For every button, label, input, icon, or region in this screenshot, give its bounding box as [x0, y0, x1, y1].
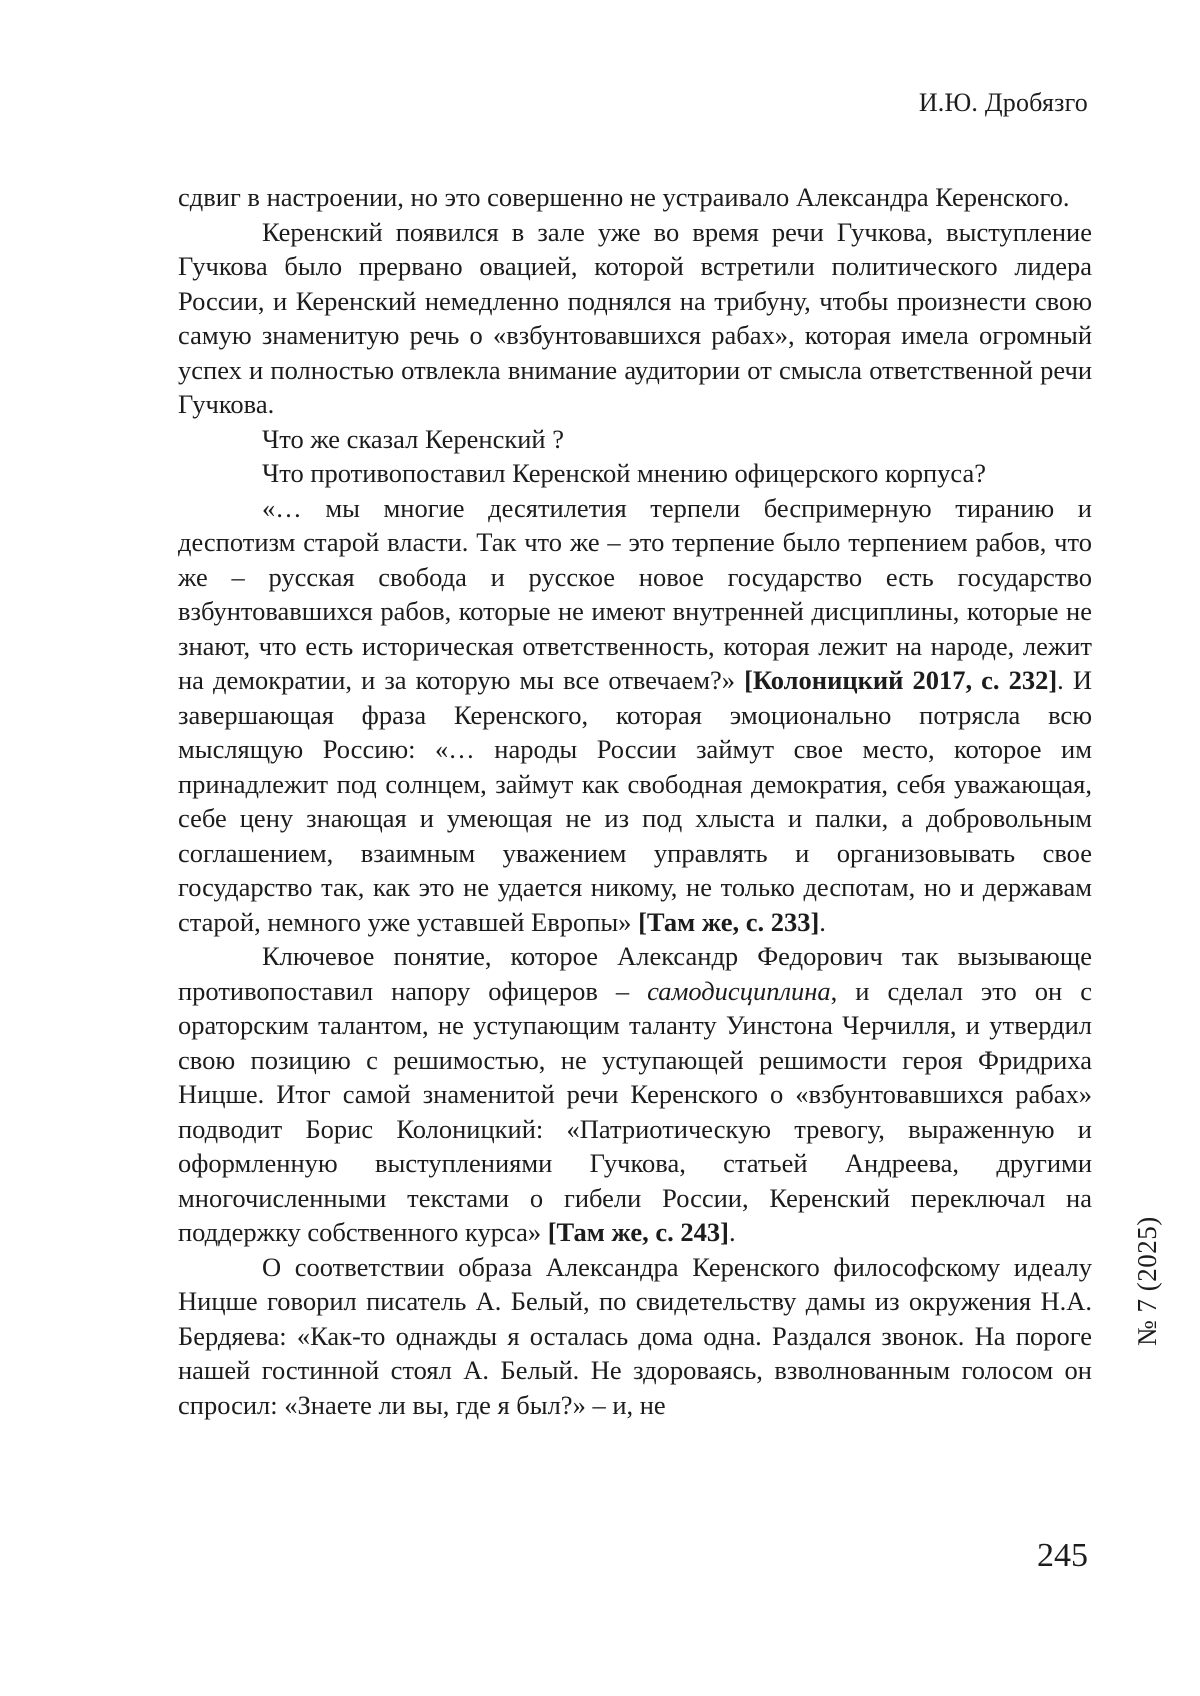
- paragraph-question-2: Что противопоставил Керенской мнению офицерского корпуса?: [178, 456, 1092, 491]
- citation-kolonitsky-232: [Колоницкий 2017, с. 232]: [744, 665, 1057, 695]
- key-concept-text-a: Ключевое понятие, которое Александр Федорович так вызывающе противопоставил напору офицеров –: [178, 941, 1092, 1006]
- running-head-author: И.Ю. Дробязго: [919, 88, 1088, 118]
- key-concept-text-c: .: [729, 1217, 736, 1247]
- quote-text-c: .: [819, 907, 826, 937]
- paragraph-question-1: Что же сказал Керенский ?: [178, 422, 1092, 457]
- emphasis-self-discipline: самодисциплина: [647, 976, 831, 1006]
- paragraph-1: сдвиг в настроении, но это совершенно не устраивало Александра Керенского.: [178, 180, 1092, 215]
- citation-ibid-233: [Там же, с. 233]: [638, 907, 819, 937]
- page-number: 245: [1037, 1537, 1088, 1575]
- key-concept-text-b: , и сделал это он с ораторским талантом, не уступающим таланту Уинстона Черчилля, и утвердил свою позицию с решимостью, не уступающей решимости героя Фридриха Ницше. Итог самой знаменитой речи Керенского о «взбунтовавшихся рабах» подводит Борис Колоницкий: «Патриотическую тревогу, выраженную и оформленную выступлениями Гучкова, статьей Андреева, другими многочисленными текстами о гибели России, Керенский переключал на поддержку собственного курса»: [178, 976, 1092, 1248]
- paragraph-key-concept: [178, 939, 1092, 1250]
- quote-text-b: . И завершающая фраза Керенского, которая эмоционально потрясла всю мыслящую Россию: «… народы России займут свое место, которое им принадлежит под солнцем, займут как свободная демократия, себя уважающая, себе цену знающая и умеющая не из под хлыста и палки, а добровольным соглашением, взаимным уважением управлять и организовывать свое государство так, как это не удается никому, не только деспотам, но и державам старой, немного уже уставшей Европы»: [178, 665, 1092, 937]
- issue-label: № 7 (2025): [1132, 1216, 1163, 1346]
- paragraph-bely: О соответствии образа Александра Керенского философскому идеалу Ницше говорил писатель А. Белый, по свидетельству дамы из окружения Н.А. Бердяева: «Как-то однажды я осталась дома одна. Раздался звонок. На пороге нашей гостинной стоял А. Белый. Не здороваясь, взволнованным голосом он спросил: «Знаете ли вы, где я был?» – и, не: [178, 1250, 1092, 1423]
- citation-ibid-243: [Там же, с. 243]: [548, 1217, 729, 1247]
- article-body: [178, 180, 1092, 1422]
- paragraph-quote: [178, 491, 1092, 940]
- paragraph-2: Керенский появился в зале уже во время речи Гучкова, выступление Гучкова было прервано овацией, которой встретили политического лидера России, и Керенский немедленно поднялся на трибуну, чтобы произнести свою самую знаменитую речь о «взбунтовавшихся рабах», которая имела огромный успех и полностью отвлекла внимание аудитории от смысла ответственной речи Гучкова.: [178, 215, 1092, 422]
- quote-text-a: «… мы многие десятилетия терпели беспримерную тиранию и деспотизм старой власти. Так что же – это терпение было терпением рабов, что же – русская свобода и русское новое государство есть государство взбунтовавшихся рабов, которые не имеют внутренней дисциплины, которые не знают, что есть историческая ответственность, которая лежит на народе, лежит на демократии, и за которую мы все отвечаем?»: [178, 493, 1092, 696]
